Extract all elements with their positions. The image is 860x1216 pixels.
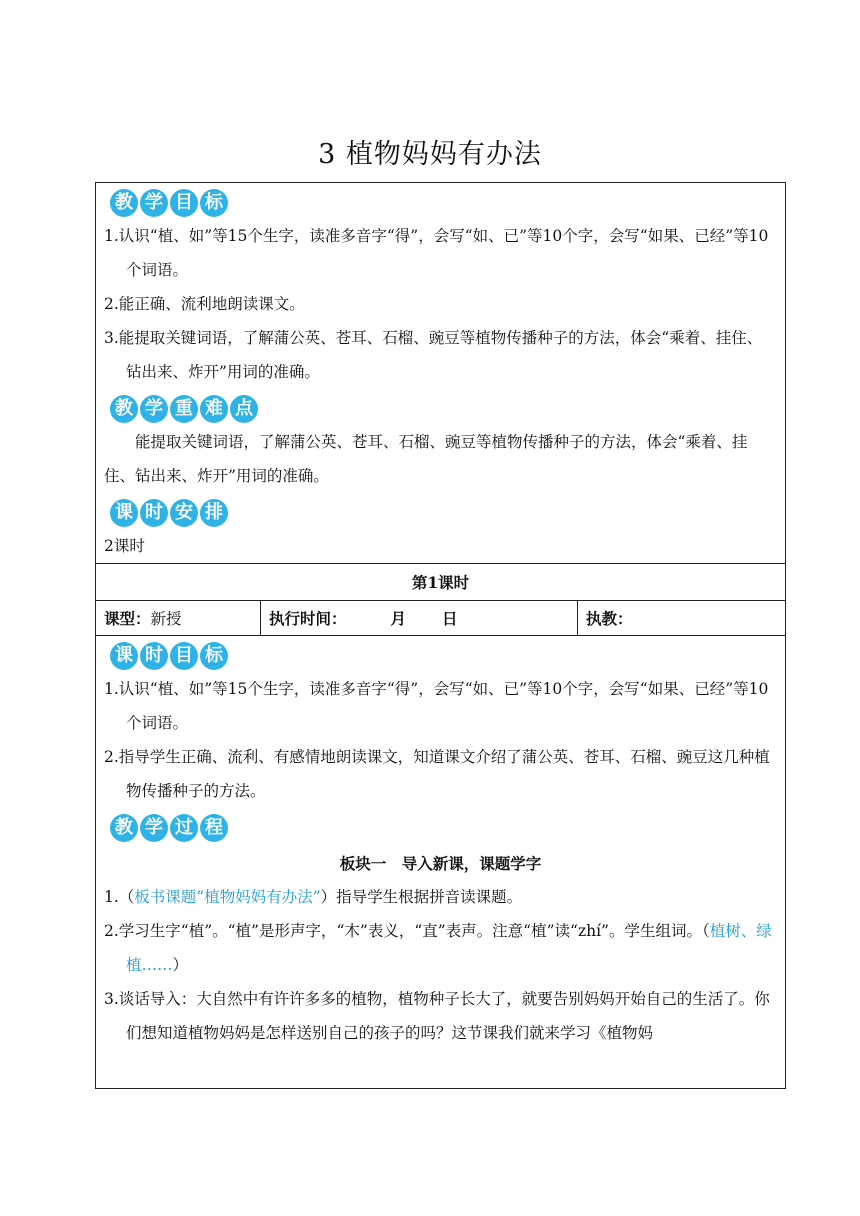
key-points-text: 能提取关键词语，了解蒲公英、苍耳、石榴、豌豆等植物传播种子的方法，体会“乘着、挂住、钻出来、炸开”用词的准确。 [104, 433, 748, 485]
process-item [104, 880, 777, 914]
badge-char: 学 [140, 395, 168, 423]
badge-char: 学 [140, 814, 168, 842]
badge-char: 课 [110, 642, 138, 670]
lesson-teacher-cell [577, 601, 785, 635]
process-item: 3.谈话导入：大自然中有许许多多的植物，植物种子长大了，就要告别妈妈开始自己的生活了。你们想知道植物妈妈是怎样送别自己的孩子的吗？这节课我们就来学习《植物妈 [104, 990, 770, 1042]
badge-char: 过 [170, 814, 198, 842]
badge-char: 教 [110, 189, 138, 217]
lesson-teacher-label: 执教： [586, 609, 633, 628]
schedule-section [96, 499, 785, 563]
goal-item: 1.认识“植、如”等15个生字，读准多音字“得”，会写“如、已”等10个字，会写“如果、已经”等10个词语。 [104, 227, 769, 279]
badge-char: 教 [110, 814, 138, 842]
lesson-info-row [96, 600, 785, 635]
lesson-plan-table [95, 182, 786, 1089]
key-points-badge [110, 395, 777, 423]
badge-char: 时 [140, 499, 168, 527]
badge-char: 排 [200, 499, 228, 527]
badge-char: 安 [170, 499, 198, 527]
badge-char: 学 [140, 189, 168, 217]
lesson-time-cell [260, 601, 577, 635]
lesson-goals-badge [110, 642, 777, 670]
badge-char: 标 [200, 189, 228, 217]
badge-char: 教 [110, 395, 138, 423]
badge-char: 重 [170, 395, 198, 423]
badge-char: 目 [170, 189, 198, 217]
teaching-goals-section [96, 189, 785, 389]
badge-char: 课 [110, 499, 138, 527]
badge-char: 目 [170, 642, 198, 670]
goal-item: 2.能正确、流利地朗读课文。 [104, 295, 305, 313]
badge-char: 程 [200, 814, 228, 842]
lesson-month: 月 [390, 609, 407, 628]
goal-item: 3.能提取关键词语，了解蒲公英、苍耳、石榴、豌豆等植物传播种子的方法，体会“乘着、挂住、钻出来、炸开”用词的准确。 [104, 329, 763, 381]
lesson-goal-item: 2.指导学生正确、流利、有感情地朗读课文，知道课文介绍了蒲公英、苍耳、石榴、豌豆这几种植物传播种子的方法。 [104, 748, 770, 800]
lesson-heading-row [96, 563, 785, 600]
badge-char: 难 [200, 395, 228, 423]
process-item-text: ）指导学生根据拼音读课题。 [320, 888, 523, 906]
page-title: 3 植物妈妈有办法 [318, 139, 542, 170]
lesson-day: 日 [442, 609, 458, 628]
lesson-type-label: 课型： [104, 609, 151, 628]
lesson-type-cell [96, 601, 260, 635]
process-item-text: ） [172, 956, 189, 974]
block-title: 板块一 导入新课，课题学字 [339, 854, 542, 873]
process-badge [110, 814, 777, 842]
process-item-text: 2.学习生字“植”。“植”是形声字，“木”表义，“直”表声。注意“植”读“zhí”。学生组词。（ [104, 922, 710, 940]
lesson-heading: 第1课时 [411, 573, 470, 592]
lesson-goal-item: 1.认识“植、如”等15个生字，读准多音字“得”，会写“如、已”等10个字，会写“如果、已经”等10个词语。 [104, 680, 769, 732]
badge-char: 点 [230, 395, 258, 423]
lesson-type-value: 新授 [150, 610, 182, 628]
process-section [96, 814, 785, 1050]
lesson-time-label: 执行时间： [269, 609, 347, 628]
badge-char: 时 [140, 642, 168, 670]
process-item [104, 914, 777, 982]
process-item-text: 1.（ [104, 888, 135, 906]
board-writing-highlight: 板书课题“植物妈妈有办法” [134, 888, 321, 906]
teaching-goals-badge [110, 189, 777, 217]
schedule-badge [110, 499, 777, 527]
key-points-section [96, 395, 785, 493]
lesson-goals-section [96, 635, 785, 808]
schedule-text: 2课时 [104, 537, 145, 555]
badge-char: 标 [200, 642, 228, 670]
word-examples-highlight: 植树、绿植…… [126, 922, 772, 974]
